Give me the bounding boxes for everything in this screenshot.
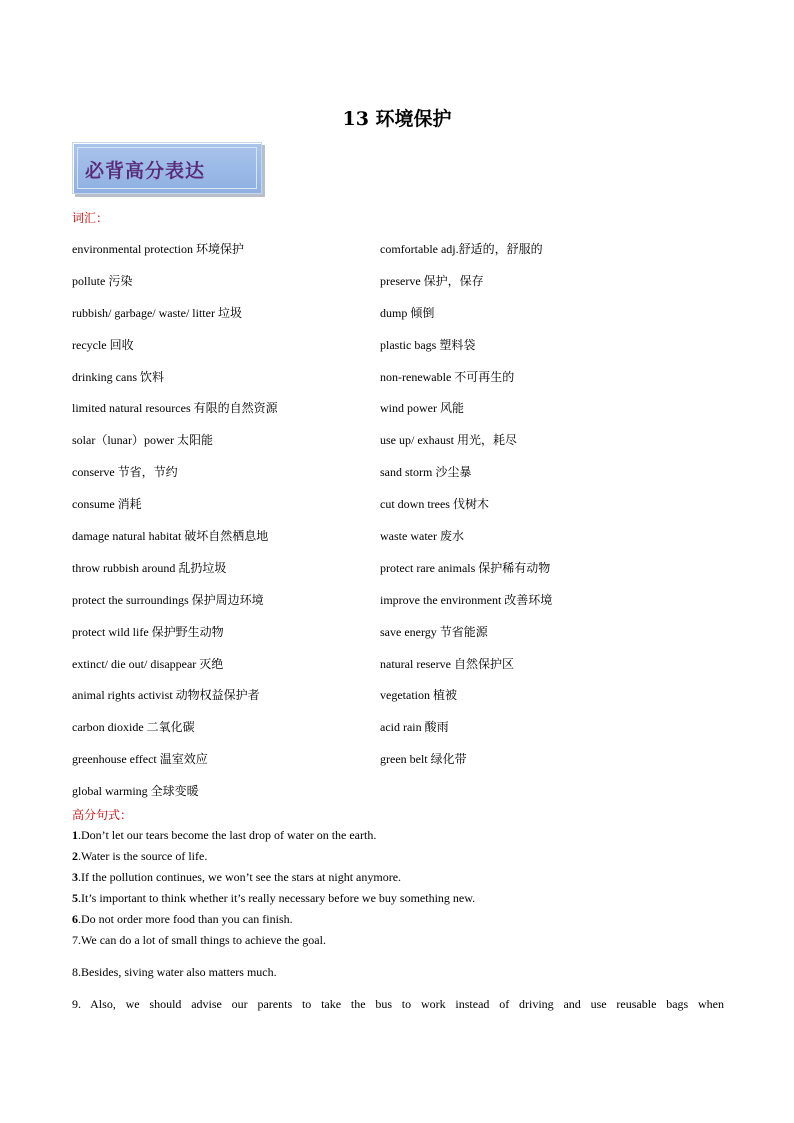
vocab-row [72, 716, 722, 748]
vocab-term-left: drinking cans 饮料 [72, 369, 164, 384]
sentence-item [72, 997, 724, 1017]
sentence-list [72, 828, 724, 1017]
vocab-term-left: solar（lunar）power 太阳能 [72, 433, 213, 448]
sentence-text: .If the pollution continues, we won’t see the stars at night anymore. [78, 870, 402, 884]
vocab-term-right: protect rare animals 保护稀有动物 [380, 560, 551, 575]
vocab-term-right: waste water 废水 [380, 529, 464, 544]
vocab-label: 词汇： [72, 211, 109, 225]
sentences-label: 高分句式： [72, 808, 133, 822]
vocab-list [72, 238, 722, 812]
vocab-row [72, 653, 722, 685]
sentence-text: .It’s important to think whether it’s really necessary before we buy something new. [78, 891, 476, 905]
vocab-row [72, 397, 722, 429]
sentence-text: 7.We can do a lot of small things to achieve the goal. [72, 933, 326, 947]
vocab-term-right: non-renewable 不可再生的 [380, 369, 515, 384]
vocab-row [72, 557, 722, 589]
sentence-text: .Don’t let our tears become the last drop of water on the earth. [78, 828, 377, 842]
vocab-term-right: cut down trees 伐树木 [380, 497, 489, 512]
vocab-term-left: animal rights activist 动物权益保护者 [72, 688, 260, 703]
vocab-term-left: global warming 全球变暖 [72, 784, 199, 799]
section-banner-title: 必背高分表达 [85, 160, 206, 182]
sentence-item [72, 828, 724, 849]
sentence-number: 6 [72, 912, 78, 926]
page-title: 13 环境保护 [342, 108, 452, 130]
sentence-item [72, 965, 724, 997]
sentence-number: 3 [72, 870, 78, 884]
vocab-term-right: green belt 绿化带 [380, 752, 467, 767]
vocab-term-right: comfortable adj.舒适的，舒服的 [380, 242, 543, 256]
vocab-row [72, 589, 722, 621]
vocab-term-left: throw rubbish around 乱扔垃圾 [72, 560, 227, 575]
sentence-item [72, 891, 724, 912]
vocab-row [72, 493, 722, 525]
vocab-term-left: protect the surroundings 保护周边环境 [72, 592, 264, 607]
vocab-term-left: consume 消耗 [72, 497, 142, 512]
vocab-term-right: acid rain 酸雨 [380, 720, 449, 735]
vocab-term-right: preserve 保护，保存 [380, 273, 484, 288]
sentence-item [72, 870, 724, 891]
vocab-row [72, 366, 722, 398]
vocab-term-left: damage natural habitat 破坏自然栖息地 [72, 529, 269, 544]
vocab-row [72, 429, 722, 461]
sentence-text: .Water is the source of life. [78, 849, 208, 863]
vocab-term-right: improve the environment 改善环境 [380, 592, 553, 607]
vocab-term-left: extinct/ die out/ disappear 灭绝 [72, 656, 224, 671]
sentence-number: 2 [72, 849, 78, 863]
vocab-term-left: limited natural resources 有限的自然资源 [72, 401, 278, 416]
vocab-row [72, 748, 722, 780]
vocab-term-right: dump 倾倒 [380, 305, 435, 320]
sentence-text: 8.Besides, siving water also matters much. [72, 965, 277, 979]
sentence-text: 9. Also, we should advise our parents to take the bus to work instead of driving and use reusable bags when [72, 997, 724, 1011]
vocab-row [72, 302, 722, 334]
sentence-item [72, 849, 724, 870]
vocab-row [72, 238, 722, 270]
sentence-number: 5 [72, 891, 78, 905]
sentence-text: .Do not order more food than you can finish. [78, 912, 293, 926]
vocab-row [72, 525, 722, 557]
section-banner [72, 142, 262, 194]
vocab-term-left: pollute 污染 [72, 273, 133, 288]
vocab-row [72, 461, 722, 493]
vocab-term-left: rubbish/ garbage/ waste/ litter 垃圾 [72, 305, 242, 320]
vocab-term-right: natural reserve 自然保护区 [380, 656, 514, 671]
vocab-term-left: carbon dioxide 二氧化碳 [72, 720, 195, 735]
vocab-row [72, 621, 722, 653]
vocab-term-left: protect wild life 保护野生动物 [72, 624, 224, 639]
vocab-term-right: save energy 节省能源 [380, 624, 488, 639]
vocab-term-right: plastic bags 塑料袋 [380, 337, 476, 352]
vocab-row [72, 780, 722, 812]
vocab-row [72, 334, 722, 366]
vocab-row [72, 684, 722, 716]
vocab-term-left: recycle 回收 [72, 337, 134, 352]
sentence-item [72, 912, 724, 933]
vocab-term-right: vegetation 植被 [380, 688, 457, 703]
vocab-term-left: environmental protection 环境保护 [72, 242, 244, 256]
vocab-row [72, 270, 722, 302]
vocab-term-right: sand storm 沙尘暴 [380, 465, 472, 480]
vocab-term-left: greenhouse effect 温室效应 [72, 752, 208, 767]
vocab-term-right: wind power 风能 [380, 401, 464, 416]
vocab-term-right: use up/ exhaust 用光，耗尽 [380, 433, 517, 448]
sentence-item [72, 933, 724, 965]
sentence-number: 1 [72, 828, 78, 842]
vocab-term-left: conserve 节省，节约 [72, 465, 178, 480]
